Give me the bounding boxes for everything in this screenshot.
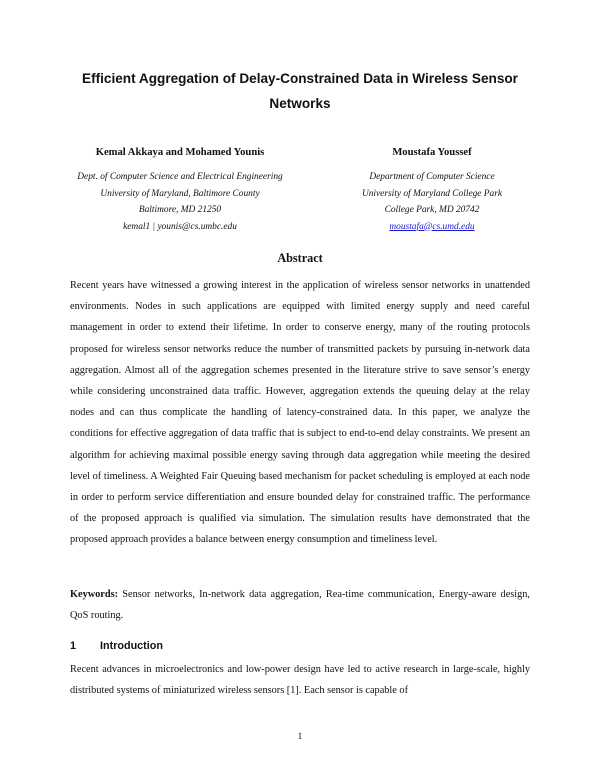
page-number: 1	[297, 732, 303, 742]
keywords-paragraph	[70, 584, 530, 626]
author-names-right: Moustafa Youssef	[392, 147, 472, 158]
affiliation-department-right: Department of Computer Science	[369, 172, 495, 182]
author-names-left: Kemal Akkaya and Mohamed Younis	[95, 147, 265, 158]
paper-title: Efficient Aggregation of Delay-Constrained Data in Wireless Sensor Networks	[82, 71, 518, 111]
affiliation-city-left: Baltimore, MD 21250	[138, 205, 222, 215]
affiliation-university-right: University of Maryland College Park	[361, 188, 503, 199]
keywords-list: Sensor networks, In-network data aggregation, Rea-time communication, Energy-aware design, QoS routing.	[70, 589, 531, 622]
author-email-link[interactable]: moustafa@cs.umd.edu	[389, 221, 475, 232]
author-block-left	[60, 146, 300, 235]
author-email-right	[318, 219, 546, 236]
abstract-text: Recent years have witnessed a growing interest in the application of wireless sensor networks in unattended environments. Nodes in such applications are equipped with limited energy supply and need careful management in order to extend their lifetime. In order to conserve energy, many of the routing protocols proposed for wireless sensor networks reduce the number of transmitted packets by pursuing in-network data aggregation. Almost all of the aggregation schemes presented in the literature strive to save sensor’s energy while considering unconstrained data traffic. However, aggregation extends the queuing delay at the relay nodes and can thus complicate the handling of latency-constrained data. In this paper, we analyze the conditions for effective aggregation of data traffic that is subject to end-to-end delay constraints. We present an algorithm for achieving maximal possible energy saving through data aggregation while meeting the desired level of timeliness. A Weighted Fair Queuing based mechanism for packet scheduling is employed at each node in order to perform service differentiation and ensure bounded delay for constrained traffic. The performance of the proposed approach is qualified via simulation. The simulation results have demonstrated that the proposed approach provides a balance between energy consumption and timeliness level.	[70, 280, 530, 546]
section-number: 1	[70, 640, 77, 652]
affiliation-city-right: College Park, MD 20742	[384, 205, 480, 215]
affiliation-university-left: University of Maryland, Baltimore County	[100, 188, 260, 199]
introduction-text: Recent advances in microelectronics and low-power design have led to active research in large-scale, highly distributed systems of miniaturized wireless sensors [1]. Each sensor is capable of	[70, 664, 530, 697]
section-title: Introduction	[100, 640, 163, 652]
keywords-label: Keywords:	[70, 589, 119, 600]
affiliation-department-left: Dept. of Computer Science and Electrical Engineering	[77, 172, 283, 182]
author-block-right	[318, 146, 546, 235]
section-heading-introduction	[70, 638, 163, 654]
author-email-left: kemal1 | younis@cs.umbc.edu	[123, 221, 237, 232]
abstract-heading: Abstract	[277, 251, 323, 265]
